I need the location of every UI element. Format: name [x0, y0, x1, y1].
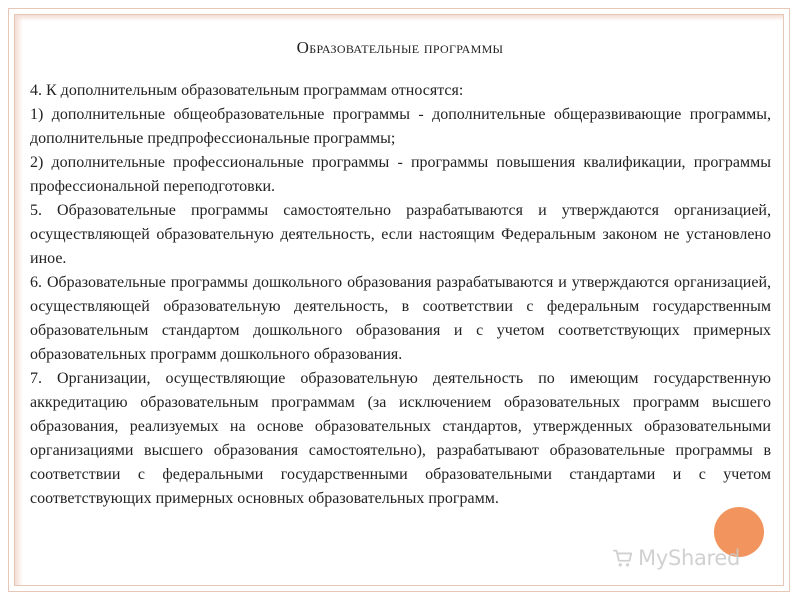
paragraph-item-5: 5. Образовательные программы самостоятельно разрабатываются и утверждаются организацией, осуществляющей образовательную деятельность, если настоящим Федеральным законом не установлено иное. — [30, 202, 771, 267]
slide-title: Образовательные программы — [296, 38, 504, 57]
paragraph-subitem-1: 1) дополнительные общеобразовательные программы - дополнительные общеразвивающие программы, дополнительные предпрофессиональные программы; — [30, 106, 771, 147]
paragraph-subitem-2: 2) дополнительные профессиональные программы - программы повышения квалификации, программы профессиональной переподготовки. — [30, 154, 771, 195]
slide-body — [30, 79, 771, 511]
paragraph-item-7: 7. Организации, осуществляющие образовательную деятельность по имеющим государственную аккредитацию образовательным программам (за исключением образовательных программ высшего образования, реализуемых на основе образовательных стандартов, утвержденных образовательными организациями высшего образования самостоятельно), разрабатывают образовательные программы в соответствии с федеральными государственными образовательными стандартами и с учетом соответствующих примерных основных образовательных программ. — [30, 370, 771, 507]
paragraph-item-4: 4. К дополнительным образовательным программам относятся: — [30, 82, 464, 99]
slide-border-shadow-left — [15, 15, 23, 585]
slide-border-shadow-top — [15, 15, 783, 21]
watermark-text: MyShared — [638, 546, 741, 570]
watermark — [612, 540, 740, 576]
cart-icon — [612, 547, 634, 569]
paragraph-item-6: 6. Образовательные программы дошкольного образования разрабатываются и утверждаются организацией, осуществляющей образовательную деятельность, в соответствии с федеральным государственным образовательным стандартом дошкольного образования и с учетом соответствующих примерных образовательных программ дошкольного образования. — [30, 274, 771, 363]
